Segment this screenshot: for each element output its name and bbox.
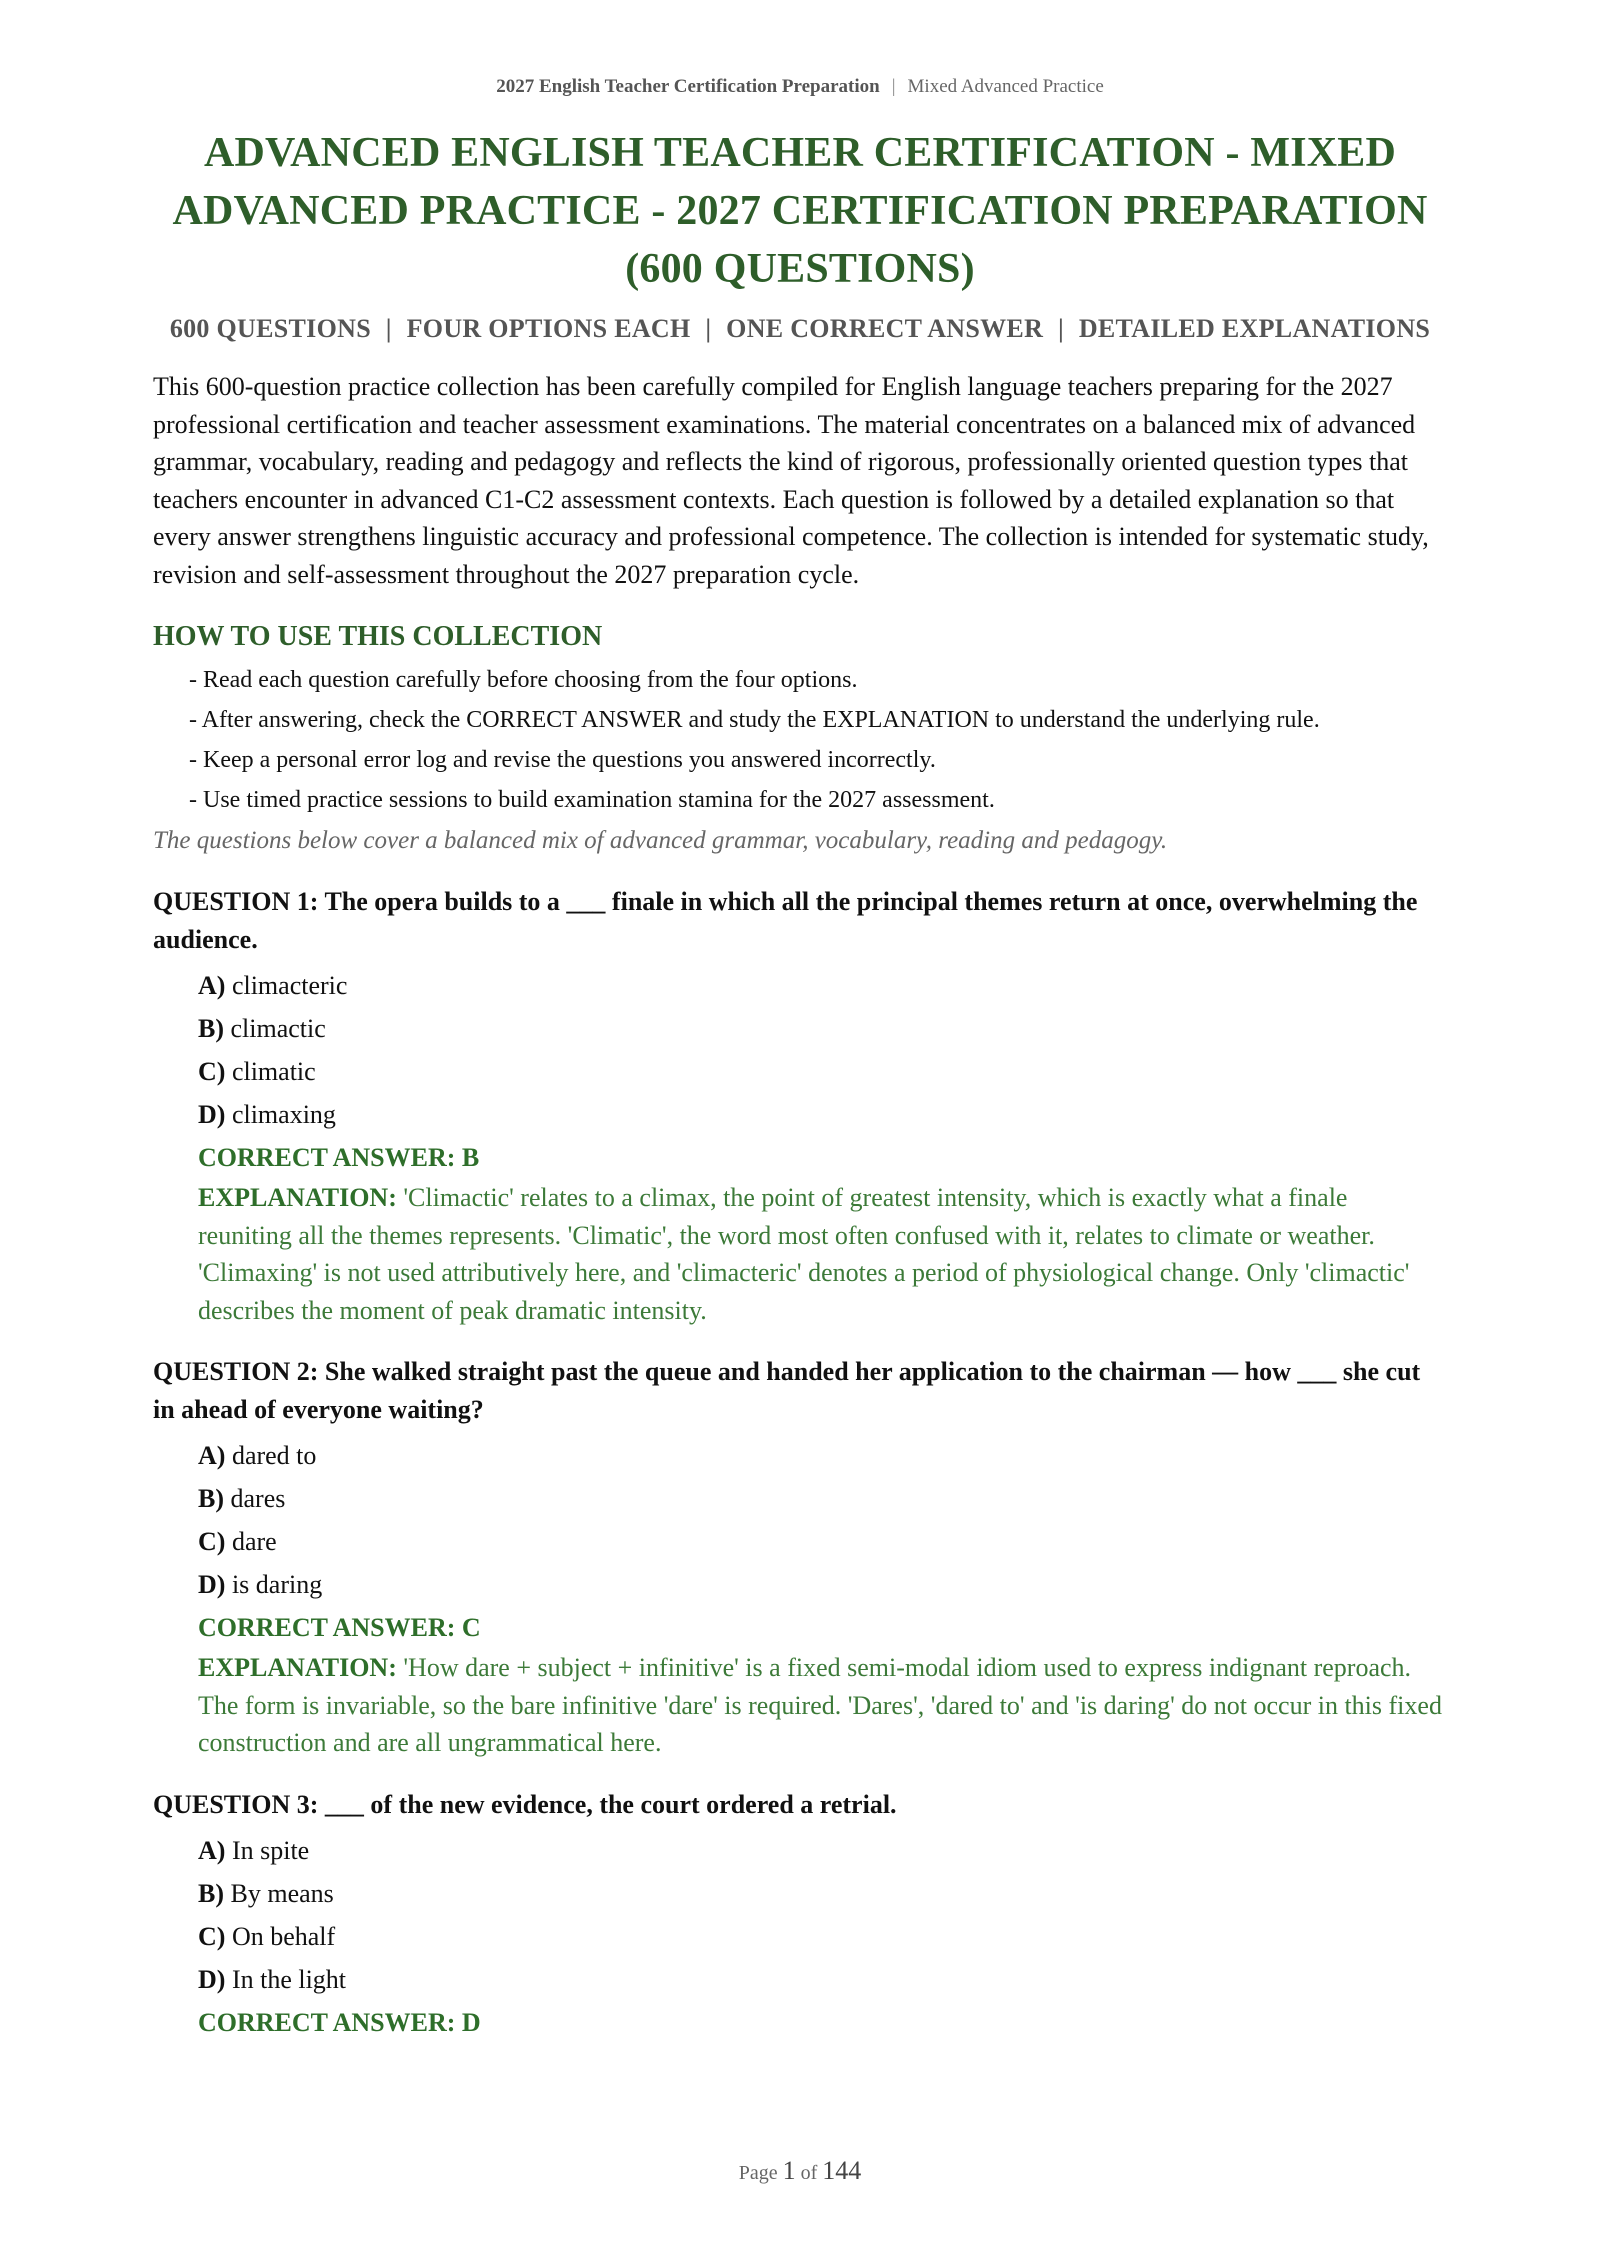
correct-answer: CORRECT ANSWER: B bbox=[198, 1143, 480, 1172]
page-number: 1 bbox=[782, 2156, 796, 2185]
option-item bbox=[198, 1007, 1447, 1050]
option-list bbox=[153, 1829, 1447, 2001]
coverage-note: The questions below cover a balanced mix of advanced grammar, vocabulary, reading and pedagogy. bbox=[153, 827, 1168, 854]
option-text: climacteric bbox=[231, 971, 348, 1000]
option-item bbox=[198, 1434, 1447, 1477]
option-item bbox=[198, 1829, 1447, 1872]
option-text: In the light bbox=[231, 1965, 347, 1994]
subtitle-item: FOUR OPTIONS EACH bbox=[406, 314, 691, 343]
page-footer bbox=[0, 2156, 1600, 2186]
document-title: ADVANCED ENGLISH TEACHER CERTIFICATION - MIXED ADVANCED PRACTICE - 2027 CERTIFICATION PREPARATION (600 QUESTIONS) bbox=[172, 130, 1428, 292]
option-letter: B) bbox=[198, 1484, 224, 1513]
running-header-separator: | bbox=[891, 76, 896, 97]
option-letter: C) bbox=[198, 1922, 226, 1951]
option-item bbox=[198, 1563, 1447, 1606]
document-page bbox=[153, 0, 1447, 2044]
option-text: dared to bbox=[231, 1441, 317, 1470]
option-letter: D) bbox=[198, 1100, 226, 1129]
option-text: dare bbox=[231, 1527, 277, 1556]
subtitle-item: 600 QUESTIONS bbox=[169, 314, 371, 343]
subtitle-item: DETAILED EXPLANATIONS bbox=[1078, 314, 1431, 343]
running-header bbox=[153, 76, 1447, 102]
howto-item: - Use timed practice sessions to build examination stamina for the 2027 assessment. bbox=[189, 787, 995, 813]
explanation bbox=[198, 1179, 1447, 1329]
question-stem: QUESTION 2: She walked straight past the queue and handed her application to the chairman — how ___ she cut in ahead of everyone waiting? bbox=[153, 1357, 1421, 1424]
option-letter: C) bbox=[198, 1057, 226, 1086]
option-list bbox=[153, 964, 1447, 1136]
explanation-label: EXPLANATION: bbox=[198, 1653, 397, 1682]
running-header-title: 2027 English Teacher Certification Preparation bbox=[496, 76, 880, 97]
option-text: climactic bbox=[230, 1014, 326, 1043]
question-block bbox=[153, 883, 1447, 1329]
document-subtitle bbox=[153, 314, 1447, 344]
explanation-label: EXPLANATION: bbox=[198, 1183, 397, 1212]
subtitle-separator: | bbox=[385, 314, 392, 343]
option-item bbox=[198, 1872, 1447, 1915]
option-letter: B) bbox=[198, 1879, 224, 1908]
page-total: 144 bbox=[822, 2156, 862, 2185]
option-letter: A) bbox=[198, 1441, 226, 1470]
option-text: climatic bbox=[231, 1057, 316, 1086]
howto-item: - After answering, check the CORRECT ANSWER and study the EXPLANATION to understand the underlying rule. bbox=[189, 707, 1320, 733]
option-text: In spite bbox=[231, 1836, 310, 1865]
explanation bbox=[198, 1649, 1447, 1762]
option-letter: A) bbox=[198, 1836, 226, 1865]
option-letter: D) bbox=[198, 1570, 226, 1599]
howto-heading: HOW TO USE THIS COLLECTION bbox=[153, 621, 603, 652]
howto-item: - Read each question carefully before choosing from the four options. bbox=[189, 667, 858, 693]
option-item bbox=[198, 1915, 1447, 1958]
question-stem: QUESTION 3: ___ of the new evidence, the court ordered a retrial. bbox=[153, 1789, 897, 1819]
option-text: climaxing bbox=[231, 1100, 336, 1129]
option-text: On behalf bbox=[231, 1922, 336, 1951]
option-letter: C) bbox=[198, 1527, 226, 1556]
option-text: By means bbox=[230, 1879, 334, 1908]
option-item bbox=[198, 1520, 1447, 1563]
option-text: is daring bbox=[231, 1570, 323, 1599]
howto-list bbox=[153, 663, 1447, 818]
subtitle-item: ONE CORRECT ANSWER bbox=[726, 314, 1044, 343]
option-letter: B) bbox=[198, 1014, 224, 1043]
explanation-text: 'How dare + subject + infinitive' is a fixed semi-modal idiom used to express indignant reproach. The form is invariable, so the bare infinitive 'dare' is required. 'Dares', 'dared to' and 'is daring' do not occur in this fixed construction and are all ungrammatical here. bbox=[198, 1653, 1442, 1757]
explanation-text: 'Climactic' relates to a climax, the point of greatest intensity, which is exactly what a finale reuniting all the themes represents. 'Climatic', the word most often confused with it, relates to climate or weather. 'Climaxing' is not used attributively here, and 'climacteric' denotes a period of physiological change. Only 'climactic' describes the moment of peak dramatic intensity. bbox=[198, 1183, 1410, 1325]
correct-answer: CORRECT ANSWER: D bbox=[198, 2008, 481, 2037]
question-stem: QUESTION 1: The opera builds to a ___ finale in which all the principal themes return at once, overwhelming the audience. bbox=[153, 887, 1418, 954]
page-label: Page bbox=[738, 2162, 778, 2184]
option-text: dares bbox=[230, 1484, 286, 1513]
option-list bbox=[153, 1434, 1447, 1606]
option-item bbox=[198, 964, 1447, 1007]
option-item bbox=[198, 1093, 1447, 1136]
question-block bbox=[153, 1353, 1447, 1762]
question-block bbox=[153, 1786, 1447, 2045]
subtitle-separator: | bbox=[1057, 314, 1064, 343]
page-of-label: of bbox=[800, 2162, 818, 2184]
running-header-section: Mixed Advanced Practice bbox=[907, 76, 1104, 97]
option-item bbox=[198, 1050, 1447, 1093]
option-letter: D) bbox=[198, 1965, 226, 1994]
option-item bbox=[198, 1477, 1447, 1520]
option-letter: A) bbox=[198, 971, 226, 1000]
option-item bbox=[198, 1958, 1447, 2001]
howto-item: - Keep a personal error log and revise the questions you answered incorrectly. bbox=[189, 747, 936, 773]
intro-paragraph: This 600-question practice collection has been carefully compiled for English language teachers preparing for the 2027 professional certification and teacher assessment examinations. The material concentrates on a balanced mix of advanced grammar, vocabulary, reading and pedagogy and reflects the kind of rigorous, professionally oriented question types that teachers encounter in advanced C1-C2 assessment contexts. Each question is followed by a detailed explanation so that every answer strengthens linguistic accuracy and professional competence. The collection is intended for systematic study, revision and self-assessment throughout the 2027 preparation cycle. bbox=[153, 372, 1429, 589]
correct-answer: CORRECT ANSWER: C bbox=[198, 1613, 481, 1642]
subtitle-separator: | bbox=[705, 314, 712, 343]
